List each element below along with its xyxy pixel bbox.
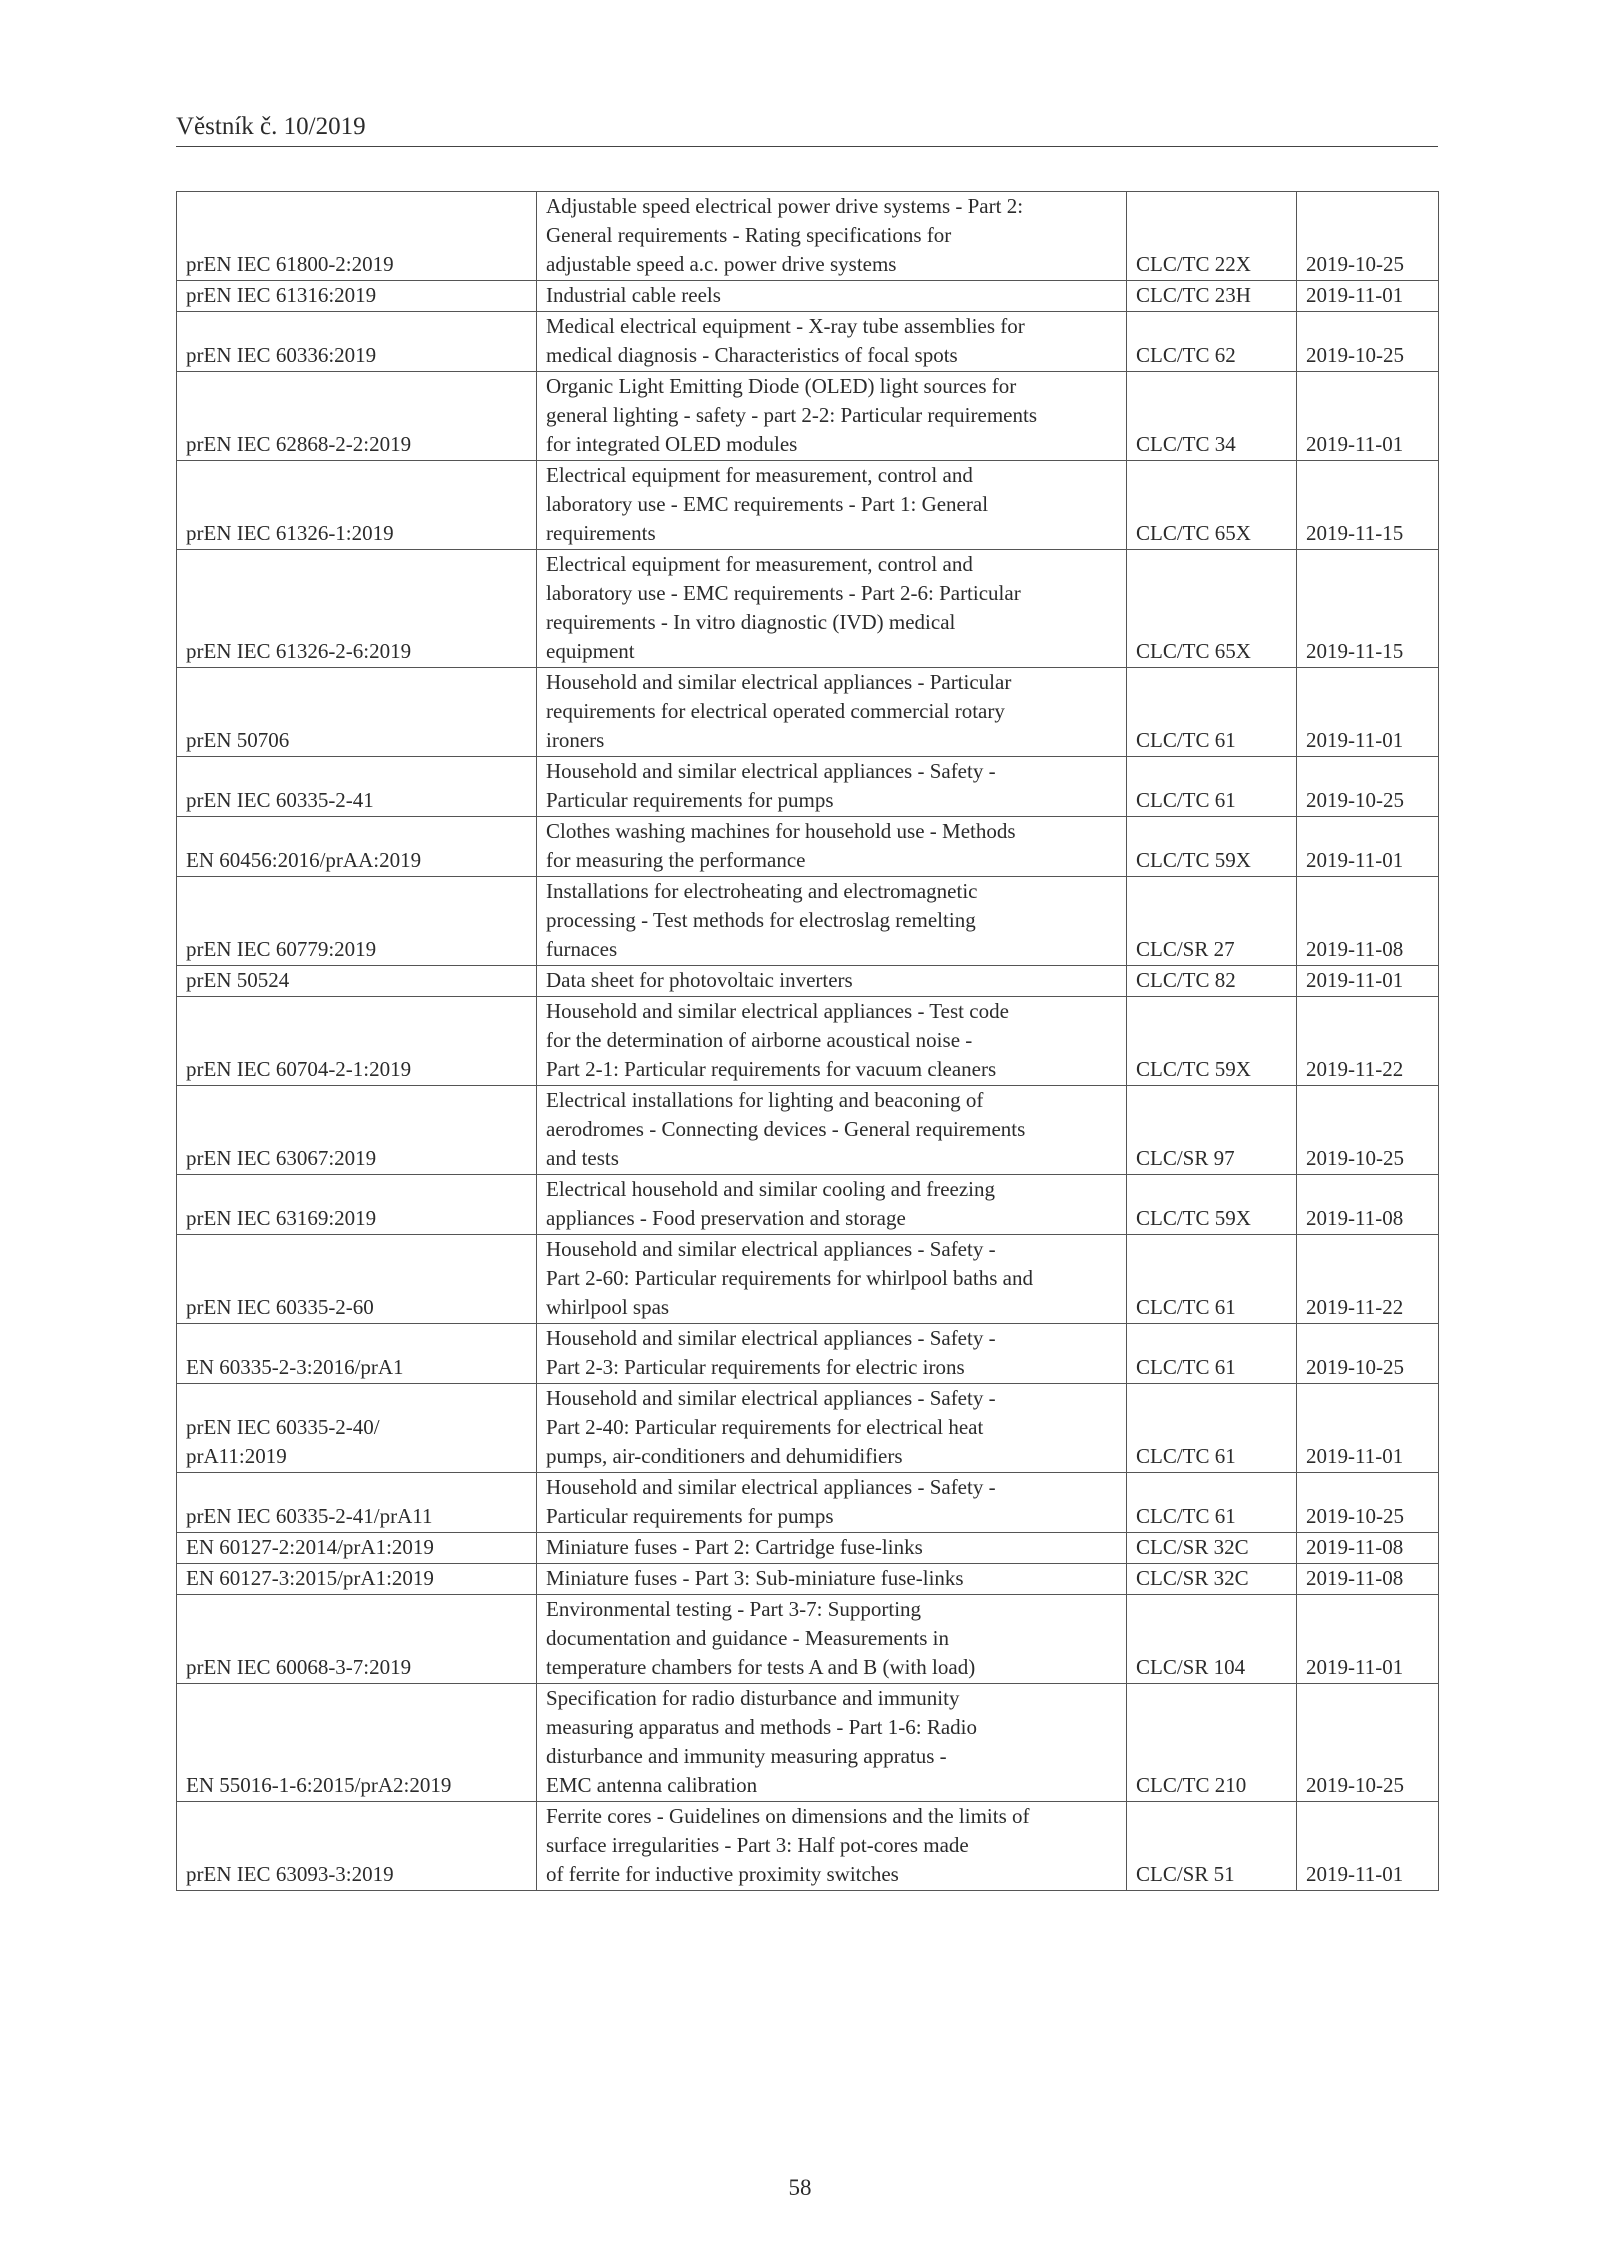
table-row: [177, 1175, 1439, 1235]
table-row: [177, 281, 1439, 312]
standard-code-cell: prEN IEC 61326-2-6:2019: [177, 550, 537, 668]
standard-code-cell: prEN IEC 61326-1:2019: [177, 461, 537, 550]
page-number: 58: [788, 2175, 812, 2200]
standard-title-cell: Environmental testing - Part 3-7: Supporting documentation and guidance - Measurements in temperature chambers for tests A and B (with load): [537, 1595, 1127, 1684]
table-row: [177, 1564, 1439, 1595]
table-row: [177, 372, 1439, 461]
deadline-date-cell: 2019-10-25: [1297, 192, 1439, 281]
committee-cell: CLC/SR 97: [1127, 1086, 1297, 1175]
standard-code-cell: prEN IEC 61800-2:2019: [177, 192, 537, 281]
standard-title-cell: Household and similar electrical appliances - Safety - Part 2-3: Particular requirements for electric irons: [537, 1324, 1127, 1384]
committee-cell: CLC/TC 61: [1127, 1235, 1297, 1324]
table-row: [177, 461, 1439, 550]
committee-cell: CLC/TC 59X: [1127, 817, 1297, 877]
deadline-date-cell: 2019-11-01: [1297, 817, 1439, 877]
standard-title-cell: Household and similar electrical appliances - Safety - Part 2-60: Particular requirements for whirlpool baths and whirlpool spas: [537, 1235, 1127, 1324]
table-row: [177, 312, 1439, 372]
table-row: [177, 1086, 1439, 1175]
standard-title-cell: Specification for radio disturbance and immunity measuring apparatus and methods - Part 1-6: Radio disturbance and immunity measuring appratus - EMC antenna calibration: [537, 1684, 1127, 1802]
deadline-date-cell: 2019-11-01: [1297, 1595, 1439, 1684]
table-row: [177, 997, 1439, 1086]
page-footer: [0, 2174, 1600, 2202]
standard-code-cell: prEN IEC 60336:2019: [177, 312, 537, 372]
standard-title-cell: Ferrite cores - Guidelines on dimensions and the limits of surface irregularities - Part 3: Half pot-cores made of ferrite for inductive proximity switches: [537, 1802, 1127, 1891]
standard-title-cell: Organic Light Emitting Diode (OLED) light sources for general lighting - safety - part 2-2: Particular requirements for integrated OLED modules: [537, 372, 1127, 461]
committee-cell: CLC/TC 65X: [1127, 550, 1297, 668]
table-row: [177, 668, 1439, 757]
standard-title-cell: Household and similar electrical appliances - Safety - Part 2-40: Particular requirements for electrical heat pumps, air-conditioners and dehumidifiers: [537, 1384, 1127, 1473]
standard-code-cell: prEN IEC 63169:2019: [177, 1175, 537, 1235]
committee-cell: CLC/SR 32C: [1127, 1564, 1297, 1595]
standard-code-cell: prEN IEC 60335-2-41/prA11: [177, 1473, 537, 1533]
table-row: [177, 1684, 1439, 1802]
standard-code-cell: prEN IEC 60704-2-1:2019: [177, 997, 537, 1086]
standards-table-body: [177, 192, 1439, 1891]
table-row: [177, 1384, 1439, 1473]
standards-table: [176, 191, 1439, 1891]
journal-title: Věstník č. 10/2019: [176, 113, 366, 140]
committee-cell: CLC/SR 32C: [1127, 1533, 1297, 1564]
deadline-date-cell: 2019-11-08: [1297, 1533, 1439, 1564]
committee-cell: CLC/SR 51: [1127, 1802, 1297, 1891]
standard-code-cell: prEN IEC 60068-3-7:2019: [177, 1595, 537, 1684]
standard-title-cell: Miniature fuses - Part 3: Sub-miniature fuse-links: [537, 1564, 1127, 1595]
deadline-date-cell: 2019-10-25: [1297, 312, 1439, 372]
deadline-date-cell: 2019-11-08: [1297, 1175, 1439, 1235]
committee-cell: CLC/TC 22X: [1127, 192, 1297, 281]
standard-title-cell: Household and similar electrical appliances - Safety - Particular requirements for pumps: [537, 757, 1127, 817]
table-row: [177, 1324, 1439, 1384]
committee-cell: CLC/TC 59X: [1127, 997, 1297, 1086]
deadline-date-cell: 2019-10-25: [1297, 1473, 1439, 1533]
committee-cell: CLC/TC 59X: [1127, 1175, 1297, 1235]
standard-code-cell: prEN IEC 60335-2-60: [177, 1235, 537, 1324]
deadline-date-cell: 2019-11-15: [1297, 550, 1439, 668]
standard-code-cell: prEN IEC 60335-2-40/ prA11:2019: [177, 1384, 537, 1473]
deadline-date-cell: 2019-11-01: [1297, 1384, 1439, 1473]
standard-title-cell: Data sheet for photovoltaic inverters: [537, 966, 1127, 997]
deadline-date-cell: 2019-10-25: [1297, 1324, 1439, 1384]
table-row: [177, 550, 1439, 668]
table-row: [177, 1533, 1439, 1564]
table-row: [177, 757, 1439, 817]
deadline-date-cell: 2019-11-01: [1297, 372, 1439, 461]
deadline-date-cell: 2019-10-25: [1297, 1086, 1439, 1175]
deadline-date-cell: 2019-11-15: [1297, 461, 1439, 550]
page-header: [176, 112, 1438, 147]
standard-title-cell: Medical electrical equipment - X-ray tube assemblies for medical diagnosis - Characteristics of focal spots: [537, 312, 1127, 372]
standard-code-cell: prEN IEC 60779:2019: [177, 877, 537, 966]
standard-code-cell: EN 60456:2016/prAA:2019: [177, 817, 537, 877]
committee-cell: CLC/TC 34: [1127, 372, 1297, 461]
standard-title-cell: Electrical installations for lighting and beaconing of aerodromes - Connecting devices - General requirements and tests: [537, 1086, 1127, 1175]
deadline-date-cell: 2019-11-01: [1297, 1802, 1439, 1891]
standard-title-cell: Household and similar electrical appliances - Test code for the determination of airborne acoustical noise - Part 2-1: Particular requirements for vacuum cleaners: [537, 997, 1127, 1086]
standard-code-cell: EN 60127-3:2015/prA1:2019: [177, 1564, 537, 1595]
committee-cell: CLC/TC 61: [1127, 1473, 1297, 1533]
table-row: [177, 1595, 1439, 1684]
table-row: [177, 966, 1439, 997]
committee-cell: CLC/TC 61: [1127, 668, 1297, 757]
standard-title-cell: Electrical equipment for measurement, control and laboratory use - EMC requirements - Part 1: General requirements: [537, 461, 1127, 550]
committee-cell: CLC/TC 61: [1127, 1324, 1297, 1384]
committee-cell: CLC/SR 27: [1127, 877, 1297, 966]
standard-code-cell: prEN IEC 63067:2019: [177, 1086, 537, 1175]
standard-code-cell: prEN 50524: [177, 966, 537, 997]
deadline-date-cell: 2019-11-22: [1297, 1235, 1439, 1324]
committee-cell: CLC/TC 23H: [1127, 281, 1297, 312]
committee-cell: CLC/TC 61: [1127, 1384, 1297, 1473]
standard-code-cell: prEN IEC 63093-3:2019: [177, 1802, 537, 1891]
deadline-date-cell: 2019-11-01: [1297, 281, 1439, 312]
standard-code-cell: EN 60335-2-3:2016/prA1: [177, 1324, 537, 1384]
standard-title-cell: Clothes washing machines for household use - Methods for measuring the performance: [537, 817, 1127, 877]
deadline-date-cell: 2019-11-22: [1297, 997, 1439, 1086]
table-row: [177, 1473, 1439, 1533]
committee-cell: CLC/TC 210: [1127, 1684, 1297, 1802]
deadline-date-cell: 2019-11-08: [1297, 877, 1439, 966]
standard-title-cell: Adjustable speed electrical power drive systems - Part 2: General requirements - Rating specifications for adjustable speed a.c. power drive systems: [537, 192, 1127, 281]
table-row: [177, 1802, 1439, 1891]
table-row: [177, 192, 1439, 281]
standard-title-cell: Household and similar electrical appliances - Safety - Particular requirements for pumps: [537, 1473, 1127, 1533]
standard-title-cell: Household and similar electrical appliances - Particular requirements for electrical operated commercial rotary ironers: [537, 668, 1127, 757]
committee-cell: CLC/TC 65X: [1127, 461, 1297, 550]
standard-title-cell: Industrial cable reels: [537, 281, 1127, 312]
standard-title-cell: Electrical equipment for measurement, control and laboratory use - EMC requirements - Part 2-6: Particular requirements - In vitro diagnostic (IVD) medical equipment: [537, 550, 1127, 668]
standard-title-cell: Installations for electroheating and electromagnetic processing - Test methods for electroslag remelting furnaces: [537, 877, 1127, 966]
committee-cell: CLC/SR 104: [1127, 1595, 1297, 1684]
table-row: [177, 877, 1439, 966]
committee-cell: CLC/TC 61: [1127, 757, 1297, 817]
deadline-date-cell: 2019-11-08: [1297, 1564, 1439, 1595]
standard-code-cell: prEN IEC 62868-2-2:2019: [177, 372, 537, 461]
deadline-date-cell: 2019-10-25: [1297, 1684, 1439, 1802]
standard-title-cell: Electrical household and similar cooling and freezing appliances - Food preservation and storage: [537, 1175, 1127, 1235]
deadline-date-cell: 2019-11-01: [1297, 668, 1439, 757]
table-row: [177, 817, 1439, 877]
deadline-date-cell: 2019-11-01: [1297, 966, 1439, 997]
standard-code-cell: prEN IEC 61316:2019: [177, 281, 537, 312]
standard-code-cell: EN 55016-1-6:2015/prA2:2019: [177, 1684, 537, 1802]
table-row: [177, 1235, 1439, 1324]
committee-cell: CLC/TC 62: [1127, 312, 1297, 372]
standard-code-cell: EN 60127-2:2014/prA1:2019: [177, 1533, 537, 1564]
standard-title-cell: Miniature fuses - Part 2: Cartridge fuse-links: [537, 1533, 1127, 1564]
standard-code-cell: prEN IEC 60335-2-41: [177, 757, 537, 817]
standard-code-cell: prEN 50706: [177, 668, 537, 757]
committee-cell: CLC/TC 82: [1127, 966, 1297, 997]
deadline-date-cell: 2019-10-25: [1297, 757, 1439, 817]
